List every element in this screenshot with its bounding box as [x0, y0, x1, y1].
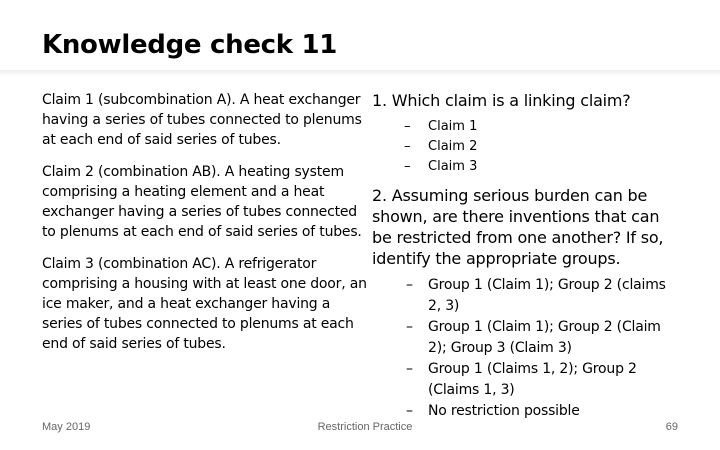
footer-title: Restriction Practice [317, 421, 413, 433]
question-1-option [372, 157, 672, 177]
option-label: Claim 1 [428, 119, 478, 134]
claims-column [42, 90, 372, 366]
question-2-options [372, 275, 672, 422]
question-2-option [372, 359, 672, 401]
question-2-option [372, 401, 672, 422]
option-label: Group 1 (Claim 1); Group 2 (Claim 2); Group 3 (Claim 3) [428, 319, 661, 356]
question-2-option [372, 317, 672, 359]
question-1: 1. Which claim is a linking claim? [372, 91, 631, 110]
dash-bullet: – [406, 277, 413, 293]
slide-title: Knowledge check 11 [42, 30, 338, 60]
question-2: 2. Assuming serious burden can be shown, are there inventions that can be restricted from one another? If so, identify the appropriate groups. [372, 186, 664, 268]
dash-bullet: – [404, 159, 411, 174]
option-label: Group 1 (Claim 1); Group 2 (claims 2, 3) [428, 277, 666, 314]
dash-bullet: – [406, 319, 413, 335]
dash-bullet: – [406, 403, 413, 419]
claim-1-text: Claim 1 (subcombination A). A heat exchanger having a series of tubes connected to plenums at each end of said series of tubes. [42, 92, 362, 148]
option-label: Claim 2 [428, 139, 478, 154]
title-divider [0, 70, 720, 76]
questions-column [372, 90, 672, 426]
question-2-option [372, 275, 672, 317]
option-label: Claim 3 [428, 159, 478, 174]
option-label: No restriction possible [428, 403, 580, 419]
dash-bullet: – [404, 119, 411, 134]
question-1-option [372, 117, 672, 137]
question-1-option [372, 137, 672, 157]
dash-bullet: – [406, 361, 413, 377]
claim-3-text: Claim 3 (combination AC). A refrigerator comprising a housing with at least one door, an ice maker, and a heat exchanger having a series of tubes connected to plenums at each end of said series of tubes. [42, 256, 367, 352]
dash-bullet: – [404, 139, 411, 154]
claim-2-text: Claim 2 (combination AB). A heating system comprising a heating element and a heat exchanger having a series of tubes connected to plenums at each end of said series of tubes. [42, 164, 362, 240]
page-number: 69 [665, 421, 678, 433]
option-label: Group 1 (Claims 1, 2); Group 2 (Claims 1, 3) [428, 361, 637, 398]
question-1-options [372, 117, 672, 177]
footer-date: May 2019 [42, 421, 91, 433]
